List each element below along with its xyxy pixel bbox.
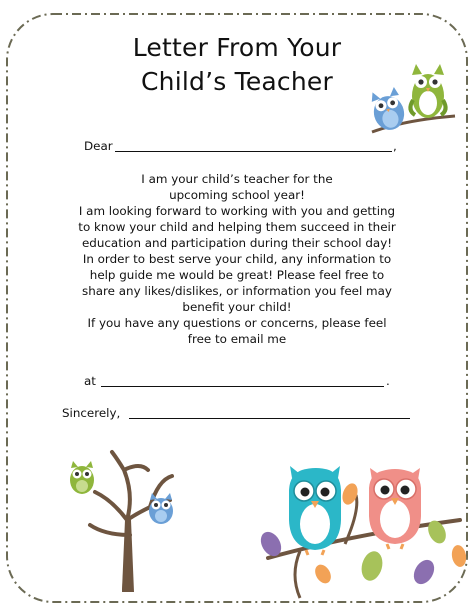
email-line[interactable] (101, 386, 384, 387)
body-line: upcoming school year! (169, 188, 305, 202)
letter-title-line-1: Letter From Your (132, 33, 342, 62)
email-label: at (84, 374, 96, 388)
body-line: share any likes/dislikes, or information you feel may (82, 284, 392, 298)
body-line: I am looking forward to working with you and getting (78, 204, 396, 218)
greeting-comma: , (393, 139, 397, 153)
body-line: help guide me would be great! Please feel free to (89, 268, 385, 282)
recipient-name-line[interactable] (115, 151, 392, 152)
body-line: benefit your child! (182, 300, 292, 314)
body-line: In order to best serve your child, any information to (82, 252, 392, 266)
letter-body (40, 171, 434, 347)
body-line: I am your child’s teacher for the (141, 172, 333, 186)
greeting-label: Dear (84, 139, 113, 153)
body-line: education and participation during their school day! (81, 236, 393, 250)
email-period: . (386, 374, 390, 388)
closing-label: Sincerely, (62, 406, 121, 420)
letter-title-line-2: Child’s Teacher (141, 67, 333, 96)
body-line: free to email me (187, 332, 287, 346)
body-line: If you have any questions or concerns, please feel (87, 316, 387, 330)
body-line: to know your child and helping them succeed in their (78, 220, 396, 234)
signature-line[interactable] (129, 418, 410, 419)
